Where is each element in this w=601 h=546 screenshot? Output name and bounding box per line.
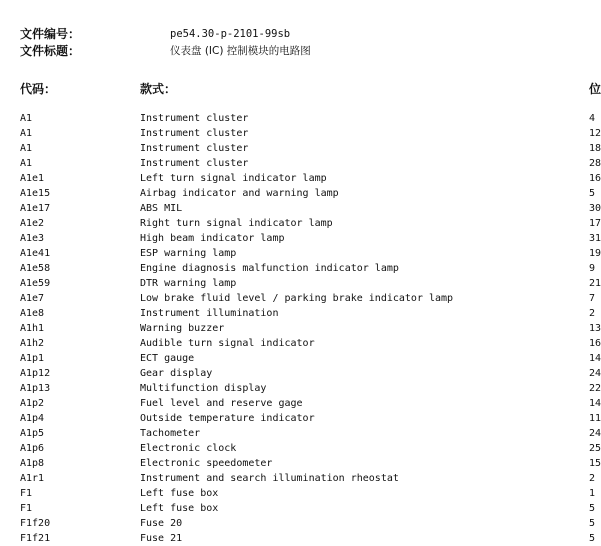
table-row	[0, 201, 601, 216]
table-row	[0, 351, 601, 366]
cell-position: 5	[589, 533, 596, 544]
table-row	[0, 261, 601, 276]
cell-position: 5	[589, 188, 596, 199]
cell-description: Fuse 21	[140, 533, 183, 544]
cell-position: 14	[589, 398, 601, 409]
cell-description: ABS MIL	[140, 203, 183, 214]
table-row	[0, 156, 601, 171]
cell-position: 11	[589, 413, 601, 424]
cell-position: 24	[589, 428, 601, 439]
cell-position: 13	[589, 323, 601, 334]
cell-code: A1h1	[20, 323, 45, 334]
cell-code: A1p1	[20, 353, 45, 364]
table-row	[0, 291, 601, 306]
cell-code: F1f21	[20, 533, 51, 544]
cell-position: 2	[589, 308, 596, 319]
cell-description: Engine diagnosis malfunction indicator lamp	[140, 263, 399, 274]
cell-code: A1e2	[20, 218, 45, 229]
cell-description: Left fuse box	[140, 503, 219, 514]
table-row	[0, 321, 601, 336]
cell-description: Right turn signal indicator lamp	[140, 218, 333, 229]
table-row	[0, 441, 601, 456]
cell-code: A1	[20, 158, 33, 169]
table-row	[0, 141, 601, 156]
table-row	[0, 186, 601, 201]
cell-code: A1p13	[20, 383, 51, 394]
cell-description: Multifunction display	[140, 383, 267, 394]
cell-position: 4	[589, 113, 596, 124]
document-number-value: pe54.30-p-2101-99sb	[170, 28, 291, 40]
cell-description: Warning buzzer	[140, 323, 225, 334]
cell-position: 5	[589, 518, 596, 529]
cell-description: Fuel level and reserve gage	[140, 398, 303, 409]
table-row	[0, 366, 601, 381]
cell-description: Airbag indicator and warning lamp	[140, 188, 339, 199]
document-title-value: 仪表盘 (IC) 控制模块的电路图	[170, 45, 311, 57]
table-row	[0, 336, 601, 351]
cell-code: A1	[20, 113, 33, 124]
cell-code: F1f20	[20, 518, 51, 529]
table-row	[0, 531, 601, 546]
cell-description: Left fuse box	[140, 488, 219, 499]
cell-code: A1e7	[20, 293, 45, 304]
cell-description: Gear display	[140, 368, 213, 379]
cell-description: ESP warning lamp	[140, 248, 237, 259]
table-row	[0, 231, 601, 246]
cell-code: A1e59	[20, 278, 51, 289]
cell-code: A1r1	[20, 473, 45, 484]
cell-description: Tachometer	[140, 428, 201, 439]
cell-description: Instrument cluster	[140, 113, 249, 124]
table-row	[0, 426, 601, 441]
document-title-label: 文件标题：	[20, 44, 81, 58]
table-row	[0, 516, 601, 531]
cell-position: 30	[589, 203, 601, 214]
cell-description: Instrument cluster	[140, 128, 249, 139]
cell-code: F1	[20, 488, 33, 499]
table-row	[0, 246, 601, 261]
table-row	[0, 126, 601, 141]
table-row	[0, 501, 601, 516]
cell-position: 14	[589, 353, 601, 364]
column-header-description: 款式：	[140, 82, 177, 96]
cell-code: A1e17	[20, 203, 51, 214]
table-row	[0, 171, 601, 186]
table-row	[0, 216, 601, 231]
cell-code: A1	[20, 143, 33, 154]
cell-code: A1e15	[20, 188, 51, 199]
cell-code: A1e58	[20, 263, 51, 274]
cell-code: A1p2	[20, 398, 45, 409]
cell-code: A1e41	[20, 248, 51, 259]
cell-position: 19	[589, 248, 601, 259]
table-row	[0, 276, 601, 291]
table-row	[0, 471, 601, 486]
cell-description: Electronic speedometer	[140, 458, 273, 469]
cell-position: 21	[589, 278, 601, 289]
table-row	[0, 456, 601, 471]
cell-position: 31	[589, 233, 601, 244]
cell-position: 28	[589, 158, 601, 169]
cell-position: 24	[589, 368, 601, 379]
cell-code: F1	[20, 503, 33, 514]
cell-code: A1	[20, 128, 33, 139]
cell-position: 16	[589, 338, 601, 349]
cell-position: 22	[589, 383, 601, 394]
cell-description: Low brake fluid level / parking brake indicator lamp	[140, 293, 454, 304]
table-row	[0, 411, 601, 426]
cell-code: A1e3	[20, 233, 45, 244]
cell-code: A1p8	[20, 458, 45, 469]
cell-description: Instrument cluster	[140, 143, 249, 154]
cell-code: A1p4	[20, 413, 45, 424]
cell-code: A1h2	[20, 338, 45, 349]
cell-description: Instrument and search illumination rheostat	[140, 473, 399, 484]
cell-description: Instrument illumination	[140, 308, 279, 319]
column-header-code: 代码：	[20, 82, 57, 96]
cell-position: 16	[589, 173, 601, 184]
cell-code: A1e1	[20, 173, 45, 184]
cell-code: A1p6	[20, 443, 45, 454]
cell-description: Electronic clock	[140, 443, 237, 454]
table-row	[0, 111, 601, 126]
cell-description: Outside temperature indicator	[140, 413, 315, 424]
cell-position: 18	[589, 143, 601, 154]
table-body	[0, 111, 601, 546]
cell-code: A1p5	[20, 428, 45, 439]
cell-description: Left turn signal indicator lamp	[140, 173, 327, 184]
cell-description: High beam indicator lamp	[140, 233, 285, 244]
cell-position: 12	[589, 128, 601, 139]
cell-description: Instrument cluster	[140, 158, 249, 169]
cell-code: A1p12	[20, 368, 51, 379]
cell-position: 15	[589, 458, 601, 469]
cell-description: DTR warning lamp	[140, 278, 237, 289]
cell-position: 17	[589, 218, 601, 229]
table-row	[0, 396, 601, 411]
table-row	[0, 381, 601, 396]
cell-position: 2	[589, 473, 596, 484]
cell-code: A1e8	[20, 308, 45, 319]
cell-position: 9	[589, 263, 596, 274]
cell-description: Audible turn signal indicator	[140, 338, 315, 349]
cell-description: Fuse 20	[140, 518, 183, 529]
cell-position: 25	[589, 443, 601, 454]
table-row	[0, 306, 601, 321]
cell-position: 1	[589, 488, 596, 499]
column-header-position: 位	[589, 82, 601, 96]
cell-position: 5	[589, 503, 596, 514]
table-row	[0, 486, 601, 501]
document-number-label: 文件编号：	[20, 27, 81, 41]
cell-position: 7	[589, 293, 596, 304]
cell-description: ECT gauge	[140, 353, 195, 364]
